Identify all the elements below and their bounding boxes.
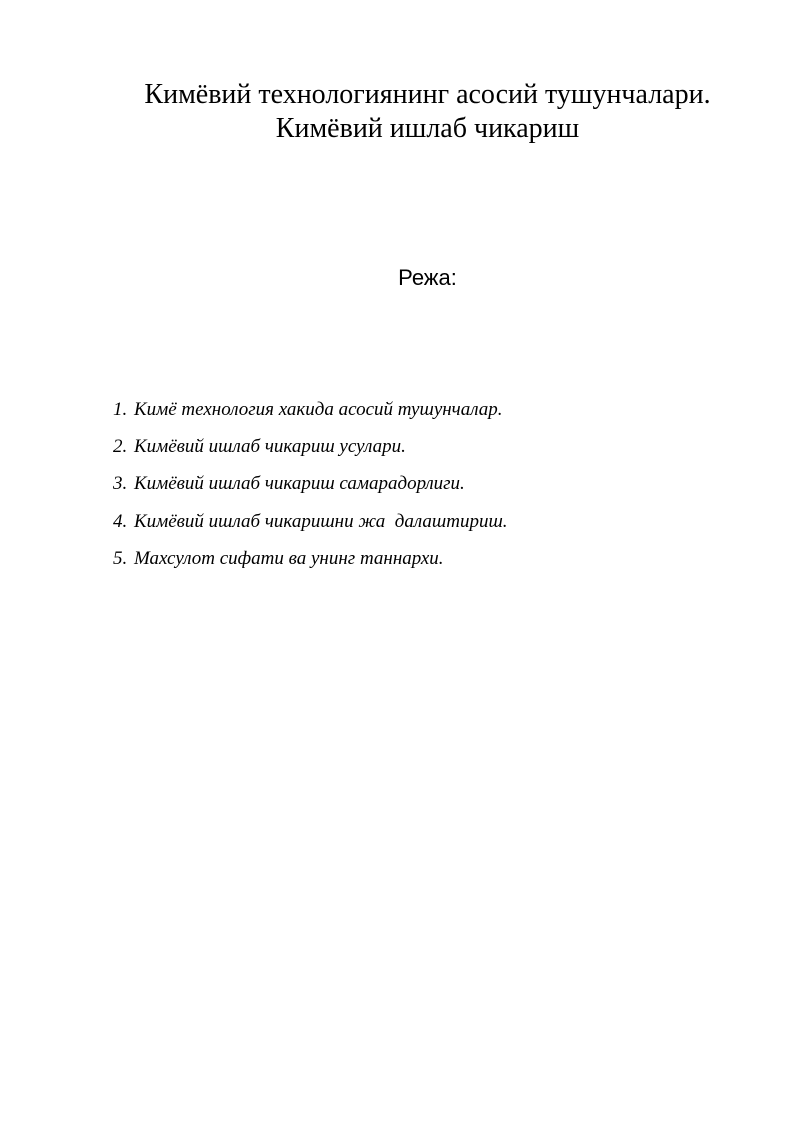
plan-item-number: 1. — [113, 399, 128, 420]
title-line-1: Кимёвий технологиянинг асосий тушунчалари. — [144, 79, 711, 110]
document-title — [0, 78, 800, 146]
plan-item-number: 3. — [113, 473, 128, 495]
plan-item — [113, 396, 733, 433]
plan-item — [113, 545, 733, 582]
plan-item-number: 4. — [113, 510, 128, 532]
plan-item — [113, 508, 733, 545]
plan-heading: Режа: — [398, 265, 457, 290]
plan-item-number: 5. — [113, 547, 128, 569]
plan-list — [113, 396, 733, 582]
plan-item-text: Кимёвий ишлаб чикариш самарадорлиги. — [134, 473, 465, 495]
plan-item-text: Махсулот сифати ва унинг таннархи. — [134, 547, 444, 569]
plan-item-text: Кимёвий ишлаб чикариш усулари. — [134, 436, 406, 458]
title-line-2: Кимёвий ишлаб чикариш — [275, 113, 580, 144]
plan-item-text: Кимё технология хакида асосий тушунчалар. — [134, 399, 503, 420]
plan-item-number: 2. — [113, 436, 128, 458]
plan-item-text: Кимёвий ишлаб чикаришни жа далаштириш. — [134, 510, 508, 532]
plan-item — [113, 433, 733, 470]
plan-item — [113, 470, 733, 507]
